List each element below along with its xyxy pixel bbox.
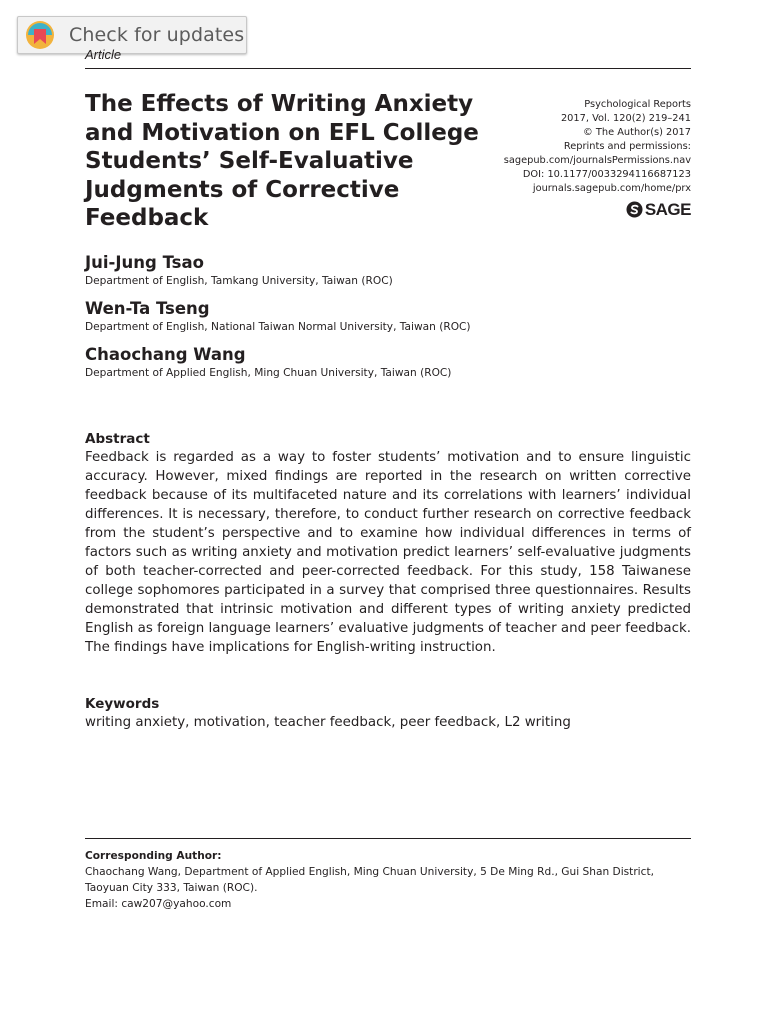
journal-name: Psychological Reports <box>584 99 691 110</box>
journal-volume: 2017, Vol. 120(2) 219–241 <box>560 113 691 124</box>
author-list <box>85 252 691 390</box>
author-name: Chaochang Wang <box>85 345 246 364</box>
author-name: Jui-Jung Tsao <box>85 253 204 272</box>
footer-divider <box>85 838 691 839</box>
author-name: Wen-Ta Tseng <box>85 299 210 318</box>
author-entry <box>85 252 691 289</box>
publisher-name: SAGE <box>644 200 691 219</box>
check-for-updates-label: Check for updates <box>69 24 245 46</box>
sage-logo-icon <box>626 201 643 218</box>
corresponding-author-email[interactable]: Email: caw207@yahoo.com <box>85 898 232 910</box>
abstract-section <box>85 430 691 657</box>
check-for-updates-button[interactable] <box>17 16 247 54</box>
copyright-notice: © The Author(s) 2017 <box>582 127 691 138</box>
corresponding-author-address: Chaochang Wang, Department of Applied English, Ming Chuan University, 5 De Ming Rd., Gui Shan District, Taoyuan City 333, Taiwan (ROC). <box>85 866 654 894</box>
journal-link[interactable]: journals.sagepub.com/home/prx <box>532 183 691 194</box>
author-entry <box>85 298 691 335</box>
journal-info <box>461 98 691 196</box>
paper-title: The Effects of Writing Anxiety and Motivation on EFL College Students’ Self-Evaluative Judgments of Corrective Feedback <box>85 91 479 231</box>
author-affiliation: Department of English, Tamkang University, Taiwan (ROC) <box>85 275 393 287</box>
publisher-logo <box>626 201 691 218</box>
permissions-link[interactable]: sagepub.com/journalsPermissions.nav <box>503 155 691 166</box>
doi-link[interactable]: DOI: 10.1177/0033294116687123 <box>522 169 691 180</box>
abstract-heading: Abstract <box>85 431 150 447</box>
abstract-text: Feedback is regarded as a way to foster students’ motivation and to ensure linguistic accuracy. However, mixed findings are reported in the research on written corrective feedback because of its multifaceted nature and its correlations with learners’ individual differences. It is necessary, therefore, to conduct further research on corrective feedback from the student’s perspective and to examine how individual differences in terms of factors such as writing anxiety and motivation predict learners’ self-evaluative judgments of both teacher-corrected and peer-corrected feedback. For this study, 158 Taiwanese college sophomores participated in a survey that comprised three questionnaires. Results demonstrated that intrinsic motivation and different types of writing anxiety predicted English as foreign language learners’ evaluative judgments of teacher and peer feedback. The findings have implications for English-writing instruction. <box>85 450 691 655</box>
header-divider <box>85 68 691 69</box>
article-type-label: Article <box>85 47 122 62</box>
author-entry <box>85 344 691 381</box>
keywords-text: writing anxiety, motivation, teacher feedback, peer feedback, L2 writing <box>85 715 571 730</box>
corresponding-author <box>85 848 691 912</box>
author-affiliation: Department of Applied English, Ming Chuan University, Taiwan (ROC) <box>85 367 452 379</box>
corresponding-author-heading: Corresponding Author: <box>85 850 222 862</box>
crossmark-icon <box>25 20 55 50</box>
reprints-label: Reprints and permissions: <box>563 141 691 152</box>
author-affiliation: Department of English, National Taiwan Normal University, Taiwan (ROC) <box>85 321 471 333</box>
keywords-heading: Keywords <box>85 696 160 712</box>
keywords-section <box>85 695 691 732</box>
